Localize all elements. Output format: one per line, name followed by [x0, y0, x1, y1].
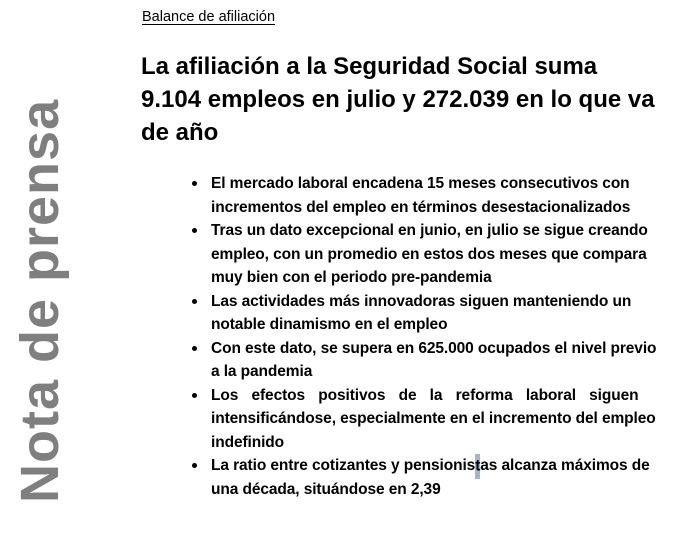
bullet-item — [142, 384, 656, 455]
bullet-item — [142, 454, 656, 501]
section-kicker: Balance de afiliación — [142, 9, 276, 25]
bullet-text — [211, 454, 650, 501]
bullet-text — [211, 219, 648, 290]
bullet-text-line: muy bien con el periodo pre-pandemia — [211, 269, 492, 286]
bullet-dot — [192, 346, 197, 351]
bullet-list — [142, 172, 656, 501]
bullet-text-line: Las actividades más innovadoras siguen manteniendo un — [211, 292, 632, 310]
bullet-text-line: indefinido — [211, 433, 285, 451]
title-line: 9.104 empleos en julio y 272.039 en lo que va — [141, 86, 655, 113]
bullet-text — [211, 172, 630, 219]
bullet-text-line: El mercado laboral encadena 15 meses consecutivos con — [211, 175, 630, 192]
selection-before-text: La ratio entre cotizantes y pensionis — [211, 457, 476, 474]
title-line: La afiliación a la Seguridad Social suma — [141, 53, 598, 80]
bullet-item — [142, 219, 656, 290]
bullet-text-line: Tras un dato excepcional en junio, en julio se sigue creando — [211, 222, 648, 239]
bullet-dot — [192, 393, 197, 398]
bullet-item — [142, 337, 656, 384]
bullet-text-line — [211, 454, 650, 478]
bullet-text-line: empleo, con un promedio en estos dos meses que compara — [211, 245, 647, 263]
bullet-text-line: Los efectos positivos de la reforma laboral siguen — [211, 386, 639, 404]
bullet-item — [142, 290, 656, 337]
bullet-dot — [192, 181, 197, 186]
bullet-text-line: una década, situándose en 2,39 — [211, 480, 441, 498]
bullet-dot — [192, 299, 197, 304]
bullet-text-line: incrementos del empleo en términos desestacionalizados — [211, 198, 631, 216]
bullet-dot — [192, 228, 197, 233]
bullet-text — [211, 384, 656, 455]
bullet-text-line: notable dinamismo en el empleo — [211, 316, 448, 333]
bullet-text — [211, 337, 656, 384]
title-line: de año — [141, 119, 219, 146]
page-title — [141, 50, 655, 149]
bullet-text-line: Con este dato, se supera en 625.000 ocupados el nivel previo — [211, 339, 657, 357]
selection-after-text: as alcanza máximos de — [480, 457, 650, 474]
sidebar-vertical-title: Nota de prensa — [10, 98, 70, 503]
bullet-item — [142, 172, 656, 219]
bullet-text-line: a la pandemia — [211, 363, 313, 380]
bullet-text — [211, 290, 631, 337]
text-selection-highlight: t — [475, 454, 480, 479]
bullet-text-line: intensificándose, especialmente en el incremento del empleo — [211, 410, 656, 427]
bullet-dot — [192, 463, 197, 468]
